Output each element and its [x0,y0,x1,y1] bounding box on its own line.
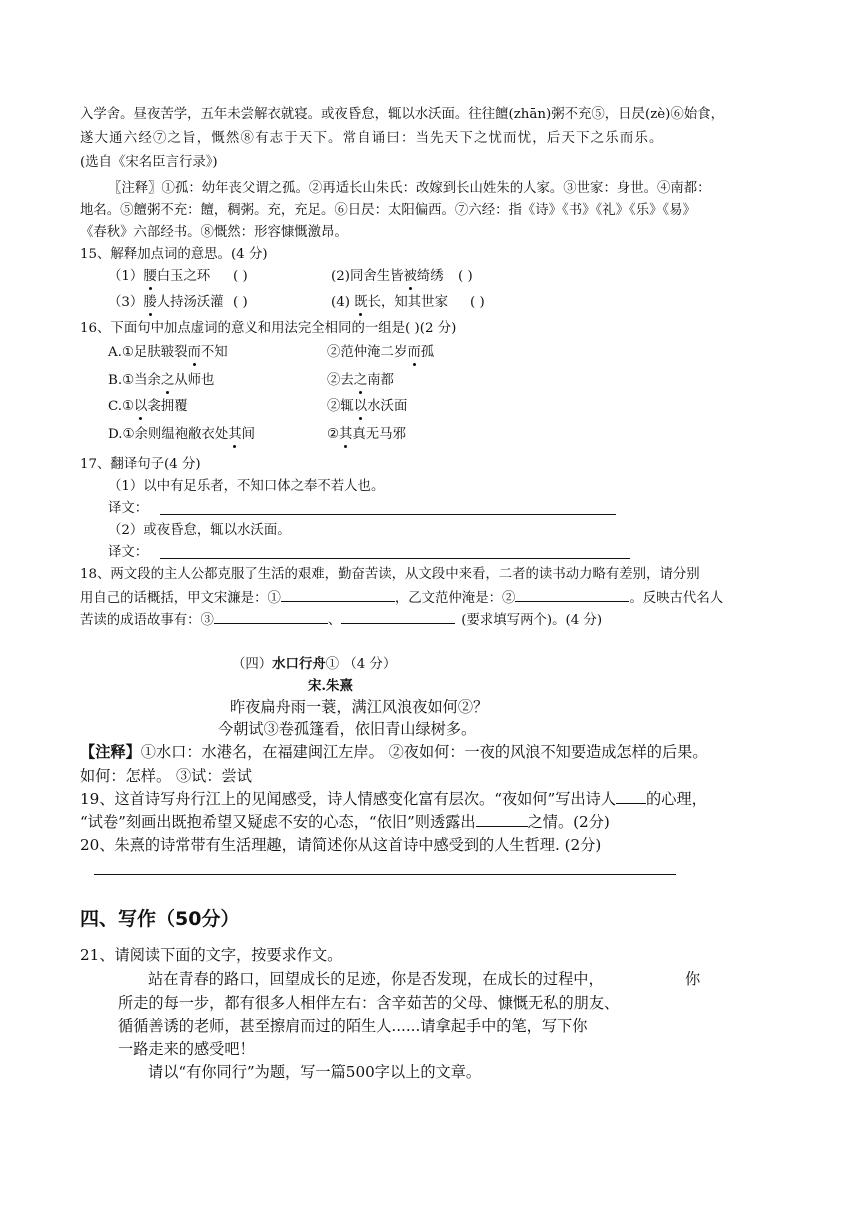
q15-dotted-word-2: 被 [403,269,417,284]
passage-line-2: 遂大通六经⑦之旨，慨然⑧有志于天下。常自诵曰：当先天下之忧而忧，后天下之乐而乐。 [80,131,664,146]
q21-paragraph-3: 循循善诱的老师，甚至擦肩而过的陌生人......请拿起手中的笔，写下你 [118,1017,588,1035]
q16-option-a2: ②范仲淹二岁而孤 [327,345,435,360]
q18-blank-4[interactable] [341,610,455,624]
q18-blank-2[interactable] [515,588,629,602]
q19-blank-2[interactable] [476,813,528,827]
q19-line-1: 19、这首诗写舟行江上的见闻感受，诗人情感变化富有层次。“夜如何”写出诗人 的心理， [80,790,707,808]
q15-answer-2[interactable]: ( ) [458,269,473,284]
q21-stem: 21、请阅读下面的文字，按要求作文。 [80,946,343,964]
q17-answer-line-1[interactable] [160,514,616,515]
q18-blank-1[interactable] [281,588,395,602]
q17-label-1: 译文： [108,501,149,516]
q18-line-1: 18、两文段的主人公都克服了生活的艰难，勤奋苦读，从文段中来看，二者的读书动力略有差别，请分别 [80,567,700,582]
q21-paragraph-1: 站在青春的路口，回望成长的足迹，你是否发现，在成长的过程中， [148,970,604,988]
poem-line-1: 昨夜扁舟雨一蓑，满江风浪夜如何②？ [230,698,489,716]
q16-option-d1: D.①余则缊袍敝衣处其间 [108,427,256,442]
q15-dotted-word-1: 腰 [143,269,157,284]
q15-dotted-word-3: 媵 [143,295,157,310]
poem-line-2: 今朝试③卷孤篷看，依旧青山绿树多。 [218,720,477,738]
q20-line-1: 20、朱熹的诗常带有生活理趣，请简述你从这首诗中感受到的人生哲理. (2分) [80,836,602,854]
passage-source: (选自《宋名臣言行录》) [80,155,218,170]
notes-line-2: 地名。⑤饘粥不充：饘，稠粥。充，充足。⑥日昃：太阳偏西。⑦六经：指《诗》《书》《礼》《乐》《易》 [80,203,696,218]
notes-line-3: 《春秋》六部经书。⑧慨然：形容慷慨激昂。 [80,225,348,240]
q16-option-d2: ②其真无马邪 [327,427,406,442]
q15-item-1: （1）腰白玉之环 [108,269,211,284]
q15-answer-4[interactable]: ( ) [470,295,485,310]
q21-paragraph-2: 所走的每一步，都有很多人相伴左右：含辛茹苦的父母、慷慨无私的朋友、 [118,994,620,1012]
q15-dotted-word-4: 既 [354,295,368,310]
q21-requirement: 请以“有你同行”为题，写一篇500字以上的文章。 [148,1063,482,1081]
q18-line-2: 用自己的话概括，甲文宋濂是：① ，乙文范仲淹是：② 。反映古代名人 [80,588,723,608]
q17-stem: 17、翻译句子(4 分) [80,457,201,472]
section-title-writing: 四、写作（50分） [80,908,240,930]
passage-line-1: 入学舍。昼夜苦学，五年未尝解衣就寝。或夜昏怠，辄以水沃面。往往饘(zhān)粥不充⑤，日昃(zè)⑥始食， [80,107,724,122]
q21-paragraph-1-end: 你 [685,970,701,988]
poem-notes-line-2: 如何：怎样。 ③试：尝试 [80,767,252,785]
poem-author: 宋.朱熹 [308,678,353,694]
q15-item-2: (2)同舍生皆被绮绣 [331,269,444,284]
q20-answer-line[interactable] [94,874,676,875]
q15-answer-1[interactable]: ( ) [233,269,248,284]
notes-line-1: 〖注释〗①孤：幼年丧父谓之孤。②再适长山朱氏：改嫁到长山姓朱的人家。③世家：身世。④南都： [108,181,711,196]
q18-line-3: 苦读的成语故事有：③ 、 (要求填写两个)。(4 分) [80,610,602,630]
q15-answer-3[interactable]: ( ) [233,295,248,310]
q15-stem: 15、解释加点词的意思。(4 分) [80,247,268,262]
q16-option-a1: A.①足肤皲裂而不知 [108,345,228,360]
q17-sentence-1: （1）以中有足乐者，不知口体之奉不若人也。 [108,479,385,494]
q16-stem: 16、下面句中加点虚词的意义和用法完全相同的一组是( )(2 分) [80,321,457,336]
q16-option-c2: ②辄以水沃面 [327,399,408,414]
poem-heading: （四）水口行舟① （4 分） [232,656,397,672]
q15-item-4: (4) 既长，知其世家 [331,295,448,310]
q19-blank-1[interactable] [616,790,646,804]
q17-label-2: 译文： [108,545,149,560]
q18-blank-3[interactable] [214,610,328,624]
q17-sentence-2: （2）或夜昏怠，辄以水沃面。 [108,523,291,538]
q21-paragraph-4: 一路走来的感受吧！ [118,1040,255,1058]
q17-answer-line-2[interactable] [160,558,630,559]
q19-line-2: “试卷”刻画出既抱希望又疑虑不安的心态，“依旧”则透露出 之情。(2分) [80,813,610,831]
poem-notes-line-1: 【注释】①水口：水港名，在福建闽江左岸。 ②夜如何：一夜的风浪不知要造成怎样的后果。 [80,743,708,761]
q16-option-b2: ②去之南都 [327,373,394,388]
q16-option-b1: B.①当余之从师也 [108,373,215,388]
q16-option-c1: C.①以衾拥覆 [108,399,188,414]
q15-item-3: （3）媵人持汤沃灌 [108,295,224,310]
